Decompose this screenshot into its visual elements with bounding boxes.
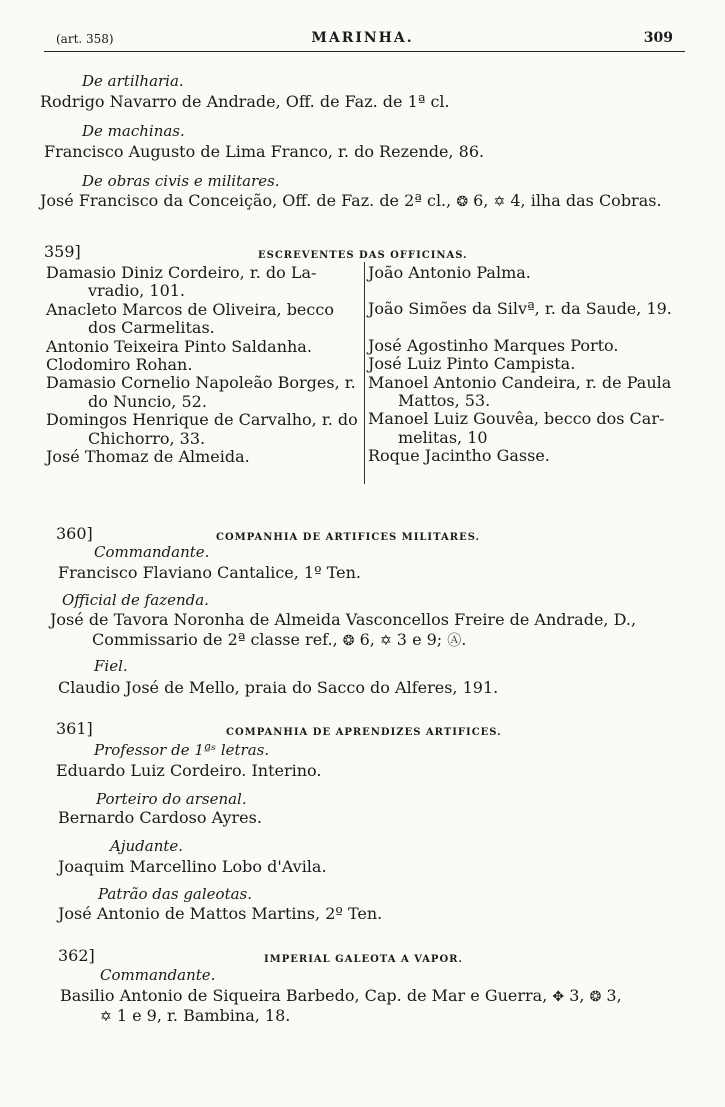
section-heading-machinas: De machinas. xyxy=(82,122,185,140)
section-heading-commandante: Commandante. xyxy=(94,543,210,561)
list-item xyxy=(46,374,360,411)
entry-obras-text: José Francisco da Conceição, Off. de Faz. de 2ª cl., xyxy=(40,191,452,210)
entry-official-line2 xyxy=(92,630,466,651)
list-item xyxy=(46,411,360,448)
section-title-359: ESCREVENTES DAS OFFICINAS. xyxy=(258,250,468,261)
list-item-name: Clodomiro Rohan. xyxy=(46,355,193,375)
entry-galeota-text: 1 e 9, r. Bambina, 18. xyxy=(116,1006,291,1025)
list-item-name: João Antonio Palma. xyxy=(368,263,531,282)
entry-official-text: . xyxy=(461,630,467,649)
circled-a-icon: Ⓐ xyxy=(447,633,462,649)
list-item xyxy=(368,300,688,318)
entry-official-line1: José de Tavora Noronha de Almeida Vasconcellos Freire de Andrade, D., xyxy=(50,610,637,629)
section-heading-official: Official de fazenda. xyxy=(62,591,209,609)
entry-professor: Eduardo Luiz Cordeiro. Interino. xyxy=(56,761,322,780)
page-number: 309 xyxy=(643,30,673,46)
column-divider xyxy=(364,262,365,484)
list-item-continuation: Chichorro, 33. xyxy=(88,428,206,448)
list-item xyxy=(46,264,360,301)
entry-commandante: Francisco Flaviano Cantalice, 1º Ten. xyxy=(58,563,362,582)
decoration-icon: ❂ xyxy=(456,194,469,210)
list-item-name: Domingos Henrique de Carvalho, r. do xyxy=(46,410,358,430)
entry-porteiro: Bernardo Cardoso Ayres. xyxy=(58,808,262,827)
list-item-continuation: dos Carmelitas. xyxy=(88,318,215,338)
section-heading-fiel: Fiel. xyxy=(94,657,128,675)
star-icon: ✡ xyxy=(493,194,506,210)
header-rule xyxy=(44,51,685,52)
entry-machinas: Francisco Augusto de Lima Franco, r. do Rezende, 86. xyxy=(44,142,485,161)
list-item xyxy=(46,448,360,466)
list-item-name: Damasio Cornelio Napoleão Borges, r. xyxy=(46,373,356,393)
section-number-359: 359] xyxy=(44,242,81,261)
list-item-name: Manoel Antonio Candeira, r. de Paula xyxy=(368,372,672,392)
list-item xyxy=(368,337,688,355)
list-item-continuation: vradio, 101. xyxy=(88,281,186,301)
section-title-361: COMPANHIA DE APRENDIZES ARTIFICES. xyxy=(226,727,502,738)
article-reference: (art. 358) xyxy=(56,32,114,46)
entry-obras-text: 4, ilha das Cobras. xyxy=(510,191,662,210)
section-number-361: 361] xyxy=(56,719,93,738)
list-item-name: Antonio Teixeira Pinto Saldanha. xyxy=(46,336,312,356)
list-item-continuation: do Nuncio, 52. xyxy=(88,391,207,411)
list-item xyxy=(46,338,360,356)
entry-galeota-text: Basilio Antonio de Siqueira Barbedo, Cap. de Mar e Guerra, xyxy=(60,986,548,1005)
list-item-name: José Luiz Pinto Campista. xyxy=(368,354,576,374)
section-heading-ajudante: Ajudante. xyxy=(110,837,184,855)
list-item-continuation: Mattos, 53. xyxy=(398,391,491,411)
entry-artilharia: Rodrigo Navarro de Andrade, Off. de Faz. de 1ª cl. xyxy=(40,92,450,111)
section-title-362: IMPERIAL GALEOTA A VAPOR. xyxy=(264,954,463,965)
entry-ajudante: Joaquim Marcellino Lobo d'Avila. xyxy=(58,857,327,876)
list-item-name: José Thomaz de Almeida. xyxy=(46,447,250,467)
section-heading-obras: De obras civis e militares. xyxy=(82,172,280,190)
entry-official-text: 3 e 9; xyxy=(396,630,443,649)
list-item-name: Damasio Diniz Cordeiro, r. do La- xyxy=(46,263,317,282)
star-icon: ✡ xyxy=(379,633,392,649)
section-heading-porteiro: Porteiro do arsenal. xyxy=(96,790,247,808)
entry-official-text: 6, xyxy=(359,630,375,649)
entry-galeota-line2 xyxy=(100,1006,290,1027)
list-item-name: Anacleto Marcos de Oliveira, becco xyxy=(46,299,334,319)
section-heading-artilharia: De artilharia. xyxy=(82,72,184,90)
list-item xyxy=(368,447,688,465)
star-icon: ✡ xyxy=(100,1009,112,1025)
running-header xyxy=(44,30,681,50)
entry-obras xyxy=(40,191,662,212)
list-item xyxy=(46,356,360,374)
list-item xyxy=(46,301,360,338)
section-heading-professor: Professor de 1ªˢ letras. xyxy=(94,741,270,759)
entry-patrao: José Antonio de Mattos Martins, 2º Ten. xyxy=(58,904,383,923)
section-heading-patrao: Patrão das galeotas. xyxy=(98,885,252,903)
list-item-name: Manoel Luiz Gouvêa, becco dos Car- xyxy=(368,409,665,429)
list-item-name: Roque Jacintho Gasse. xyxy=(368,446,550,466)
section-number-362: 362] xyxy=(58,946,95,965)
section-heading-commandante-galeota: Commandante. xyxy=(100,966,216,984)
decoration-icon: ❂ xyxy=(342,633,355,649)
list-item xyxy=(368,264,688,282)
escreventes-left-column xyxy=(46,264,360,466)
entry-galeota-line1 xyxy=(60,986,622,1007)
list-item xyxy=(368,410,688,447)
list-item xyxy=(368,374,688,411)
section-title-360: COMPANHIA DE ARTIFICES MILITARES. xyxy=(216,532,481,543)
entry-galeota-text: 3, xyxy=(606,986,622,1005)
entry-obras-text: 6, xyxy=(473,191,489,210)
list-item-name: José Agostinho Marques Porto. xyxy=(368,335,619,355)
section-number-360: 360] xyxy=(56,524,93,543)
entry-galeota-text: 3, xyxy=(569,986,585,1005)
cross-icon: ✥ xyxy=(552,989,565,1005)
list-item-name: João Simões da Silvª, r. da Saude, 19. xyxy=(368,299,672,319)
list-item xyxy=(368,355,688,373)
entry-official-text: Commissario de 2ª classe ref., xyxy=(92,630,338,649)
decoration-icon: ❂ xyxy=(589,989,602,1005)
list-item-continuation: melitas, 10 xyxy=(398,427,488,447)
page-title: MARINHA. xyxy=(311,30,414,46)
escreventes-right-column xyxy=(368,264,688,466)
entry-fiel: Claudio José de Mello, praia do Sacco do Alferes, 191. xyxy=(58,678,499,697)
